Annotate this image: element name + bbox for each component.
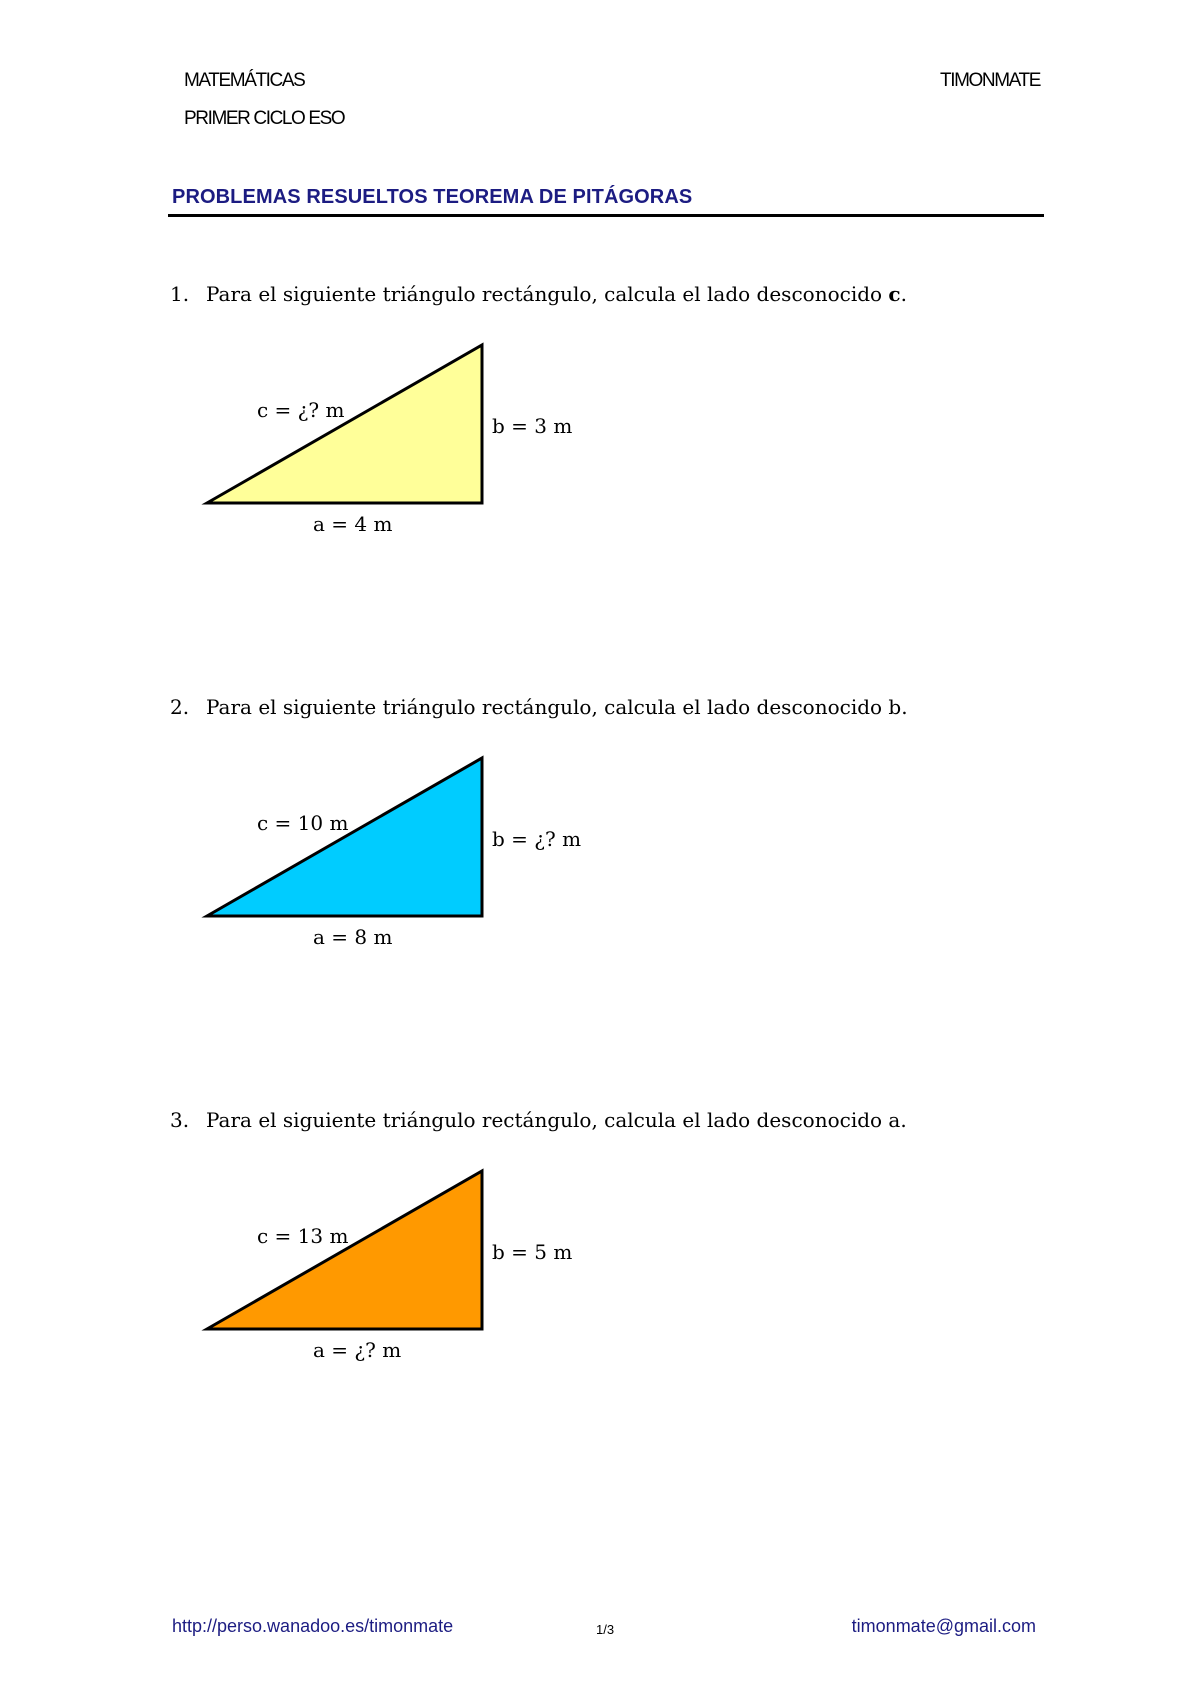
- problem-3-number: 3.: [170, 1108, 190, 1132]
- problem-2-label-b: b = ¿? m: [492, 827, 582, 851]
- problem-1-statement: [170, 282, 907, 306]
- problem-1-unknown: c: [888, 282, 901, 306]
- problem-2-text: Para el siguiente triángulo rectángulo, calcula el lado desconocido: [206, 695, 889, 719]
- problem-1-label-c: c = ¿? m: [257, 398, 345, 422]
- problem-1-label-a: a = 4 m: [313, 512, 393, 536]
- title-underline: [168, 214, 1044, 217]
- problem-3-label-a: a = ¿? m: [313, 1338, 402, 1362]
- problem-2-statement: [170, 695, 908, 719]
- problem-1-label-b: b = 3 m: [492, 414, 573, 438]
- problem-3-unknown: a: [888, 1108, 901, 1132]
- problem-3-triangle: [0, 1161, 1200, 1371]
- footer-email-link[interactable]: timonmate@gmail.com: [851, 1616, 1036, 1636]
- problem-3-text: Para el siguiente triángulo rectángulo, calcula el lado desconocido: [206, 1108, 889, 1132]
- problem-2-triangle: [0, 748, 1200, 958]
- problem-3-label-b: b = 5 m: [492, 1240, 573, 1264]
- problem-2-number: 2.: [170, 695, 190, 719]
- problem-1-triangle: [0, 335, 1200, 545]
- problem-1-text: Para el siguiente triángulo rectángulo, calcula el lado desconocido: [206, 282, 889, 306]
- document-title: PROBLEMAS RESUELTOS TEOREMA DE PITÁGORAS: [172, 186, 693, 208]
- problem-2-unknown: b: [888, 695, 902, 719]
- problem-3-triangle-shape: [207, 1171, 482, 1329]
- header-subject: MATEMÁTICAS: [184, 70, 305, 91]
- footer-url-link[interactable]: http://perso.wanadoo.es/timonmate: [172, 1616, 454, 1636]
- problem-1-triangle-shape: [207, 345, 482, 503]
- problem-3-statement: [170, 1108, 907, 1132]
- problem-1-number: 1.: [170, 282, 190, 306]
- footer-page-number: 1/3: [596, 1622, 615, 1637]
- problem-3-end: .: [900, 1108, 907, 1132]
- problem-2-triangle-shape: [207, 758, 482, 916]
- problem-2-label-a: a = 8 m: [313, 925, 393, 949]
- problem-3-label-c: c = 13 m: [257, 1224, 349, 1248]
- problem-1-end: .: [900, 282, 907, 306]
- header-brand: TIMONMATE: [940, 70, 1040, 91]
- problem-2-end: .: [901, 695, 908, 719]
- problem-2-label-c: c = 10 m: [257, 811, 349, 835]
- header-level: PRIMER CICLO ESO: [184, 108, 345, 129]
